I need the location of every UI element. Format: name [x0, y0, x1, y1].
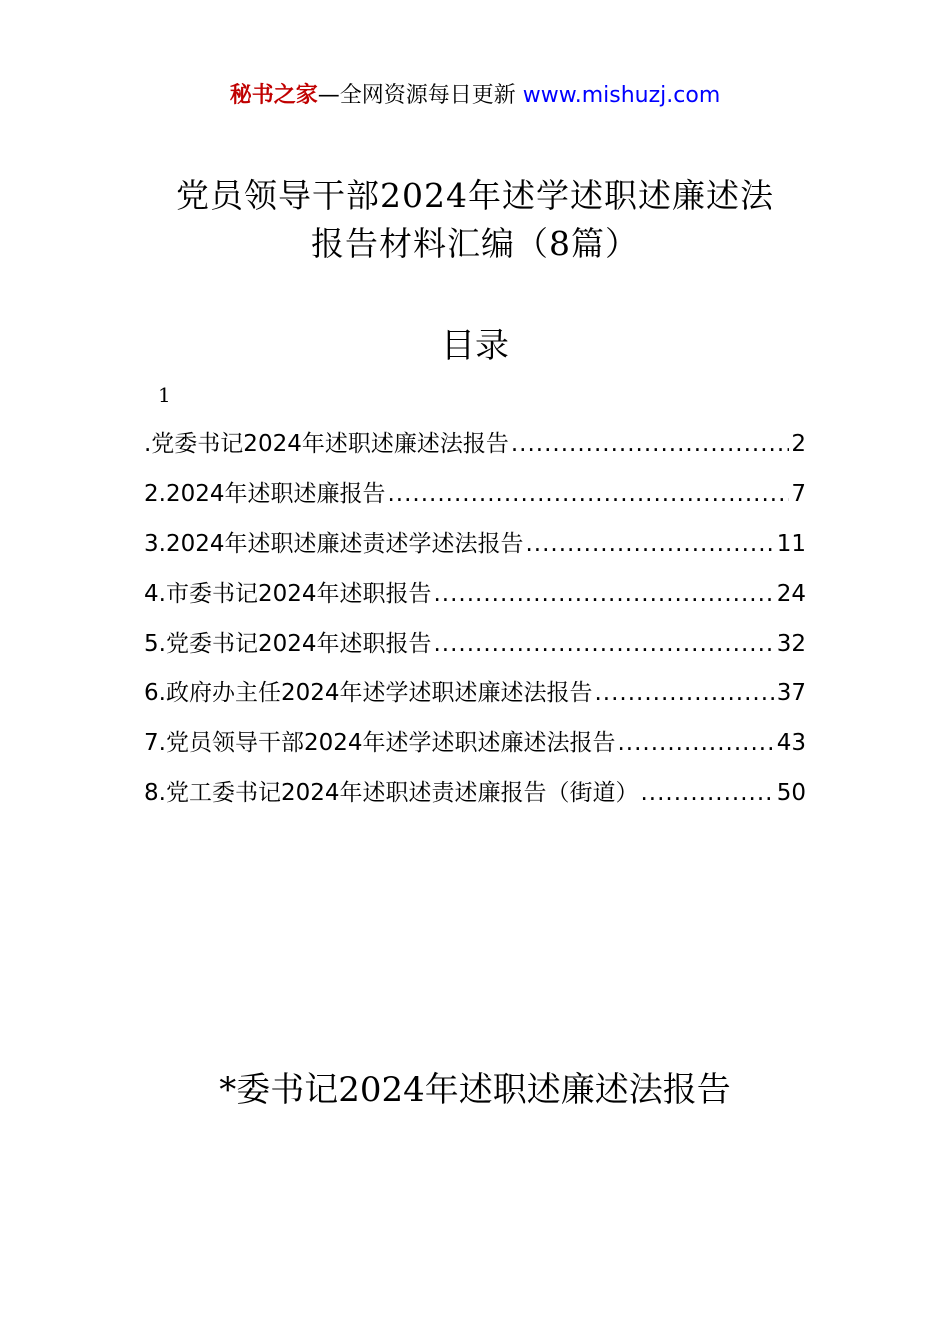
- toc-dot-leader: [433, 624, 774, 664]
- toc-item-7[interactable]: [144, 723, 806, 773]
- toc-item-4[interactable]: [144, 574, 806, 624]
- toc-item-page: 43: [776, 730, 806, 757]
- toc-item-page: 7: [791, 480, 806, 507]
- site-header: [0, 80, 950, 112]
- toc-dot-leader: [511, 424, 790, 464]
- toc-item-label: .党委书记2024年述职述廉述法报告: [144, 431, 509, 457]
- site-url-link[interactable]: www.mishuzj.com: [522, 83, 721, 108]
- toc-stray-number: 1: [158, 383, 171, 407]
- toc-item-6[interactable]: [144, 673, 806, 723]
- toc-item-8[interactable]: [144, 773, 806, 823]
- section-title: *委书记2024年述职述廉述法报告: [219, 1070, 731, 1110]
- toc-item-page: 32: [776, 630, 806, 657]
- toc-dot-leader: [525, 524, 774, 564]
- toc-item-label: 6.政府办主任2024年述学述职述廉述法报告: [144, 680, 593, 707]
- toc-dot-leader: [594, 673, 774, 713]
- toc-item-2[interactable]: [144, 474, 806, 524]
- toc-dot-leader: [617, 723, 774, 763]
- brand-name: 秘书之家: [229, 83, 318, 108]
- toc-dot-leader: [640, 773, 774, 813]
- toc-item-page: 37: [776, 680, 806, 707]
- document-title-line-1: 党员领导干部2024年述学述职述廉述法: [176, 176, 774, 215]
- toc-item-3[interactable]: [144, 524, 806, 574]
- header-slogan: —全网资源每日更新: [317, 83, 516, 108]
- document-title: [0, 172, 950, 268]
- toc-item-label: 3.2024年述职述廉述责述学述法报告: [144, 530, 524, 557]
- toc-item-label: 4.市委书记2024年述职报告: [144, 580, 432, 607]
- table-of-contents: [144, 424, 806, 823]
- toc-item-1[interactable]: [144, 424, 806, 474]
- toc-dot-leader: [433, 574, 774, 614]
- toc-heading: 目录: [441, 326, 509, 366]
- toc-item-5[interactable]: [144, 624, 806, 674]
- toc-item-page: 11: [776, 530, 806, 557]
- toc-item-label: 5.党委书记2024年述职报告: [144, 630, 432, 657]
- toc-item-label: 8.党工委书记2024年述职述责述廉报告（街道）: [144, 780, 639, 807]
- toc-item-label: 2.2024年述职述廉报告: [144, 480, 386, 507]
- toc-item-page: 50: [776, 780, 806, 807]
- document-title-line-2: 报告材料汇编（8篇）: [311, 224, 639, 263]
- toc-item-label: 7.党员领导干部2024年述学述职述廉述法报告: [144, 730, 616, 757]
- toc-item-page: 2: [791, 431, 806, 457]
- toc-item-page: 24: [776, 580, 806, 607]
- toc-dot-leader: [387, 474, 789, 514]
